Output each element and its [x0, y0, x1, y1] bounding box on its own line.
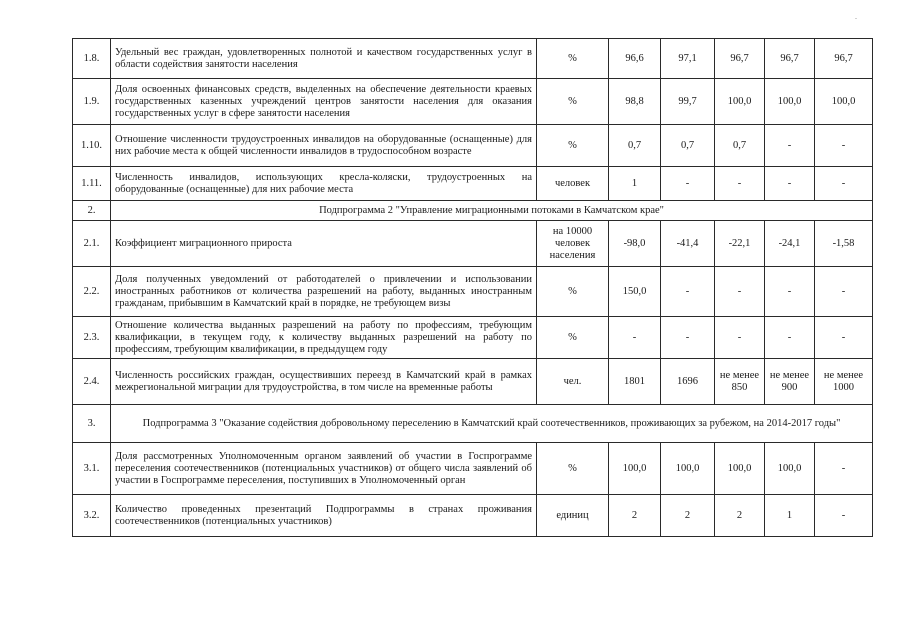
table-row	[73, 125, 873, 167]
unit-cell: на 10000 человек населения	[537, 221, 609, 267]
subprogram-title: Подпрограмма 2 "Управление миграционными потоками в Камчатском крае"	[111, 201, 873, 221]
value-cell: 100,0	[609, 443, 661, 495]
value-cell: 99,7	[661, 79, 715, 125]
value-cell: -98,0	[609, 221, 661, 267]
corner-mark: .	[855, 12, 857, 21]
indicator-description: Удельный вес граждан, удовлетворенных полнотой и качеством государственных услуг в области содействия занятости населения	[111, 39, 537, 79]
indicator-description: Количество проведенных презентаций Подпрограммы в странах проживания соотечественников (потенциальных участников)	[111, 495, 537, 537]
value-cell: -41,4	[661, 221, 715, 267]
table-row	[73, 495, 873, 537]
value-cell: 100,0	[815, 79, 873, 125]
row-number: 1.11.	[73, 167, 111, 201]
value-cell: 2	[609, 495, 661, 537]
value-cell: -	[715, 167, 765, 201]
value-cell: -	[715, 317, 765, 359]
value-cell: -	[661, 317, 715, 359]
row-number: 2.2.	[73, 267, 111, 317]
indicator-description: Отношение количества выданных разрешений на работу по профессиям, требующим квалификации, в текущем году, к количеству выданных разрешений на работу по профессиям, требующим квалификации, в предыдущем году	[111, 317, 537, 359]
unit-cell: единиц	[537, 495, 609, 537]
table-body	[73, 39, 873, 537]
unit-cell: %	[537, 79, 609, 125]
unit-cell: %	[537, 39, 609, 79]
indicator-description: Доля рассмотренных Уполномоченным органом заявлений об участии в Госпрограмме переселения соотечественников (потенциальных участников) от общего числа заявлений об участии в Госпрограмме переселения, поступивших в Уполномоченный орган	[111, 443, 537, 495]
value-cell: -	[609, 317, 661, 359]
value-cell: не менее 850	[715, 359, 765, 405]
value-cell: -	[815, 495, 873, 537]
indicator-description: Доля полученных уведомлений от работодателей о привлечении и использовании иностранных работников от количества разрешений на работу, выданных иностранным гражданам, прибывшим в Камчатский край в порядке, не требующем визы	[111, 267, 537, 317]
value-cell: 100,0	[715, 79, 765, 125]
row-number: 3.1.	[73, 443, 111, 495]
value-cell: -	[815, 443, 873, 495]
value-cell: -22,1	[715, 221, 765, 267]
row-number: 2.	[73, 201, 111, 221]
subprogram-row	[73, 201, 873, 221]
value-cell: 1	[765, 495, 815, 537]
unit-cell: %	[537, 443, 609, 495]
value-cell: -	[661, 267, 715, 317]
value-cell: -24,1	[765, 221, 815, 267]
indicators-table	[72, 38, 873, 537]
table-row	[73, 359, 873, 405]
value-cell: -	[765, 317, 815, 359]
value-cell: 0,7	[609, 125, 661, 167]
row-number: 3.2.	[73, 495, 111, 537]
value-cell: 1801	[609, 359, 661, 405]
row-number: 2.3.	[73, 317, 111, 359]
table-row	[73, 267, 873, 317]
table-row	[73, 221, 873, 267]
value-cell: -	[815, 125, 873, 167]
table-row	[73, 317, 873, 359]
value-cell: -	[815, 317, 873, 359]
row-number: 3.	[73, 405, 111, 443]
indicator-description: Численность российских граждан, осуществивших переезд в Камчатский край в рамках межрегиональной миграции для трудоустройства, в том числе на временные работы	[111, 359, 537, 405]
unit-cell: %	[537, 267, 609, 317]
table-row	[73, 443, 873, 495]
value-cell: 100,0	[661, 443, 715, 495]
value-cell: -	[765, 267, 815, 317]
value-cell: -	[765, 167, 815, 201]
indicator-description: Численность инвалидов, использующих кресла-коляски, трудоустроенных на оборудованные (оснащенные) для них рабочие места	[111, 167, 537, 201]
value-cell: 1696	[661, 359, 715, 405]
unit-cell: чел.	[537, 359, 609, 405]
value-cell: 2	[715, 495, 765, 537]
value-cell: не менее 1000	[815, 359, 873, 405]
value-cell: 100,0	[765, 443, 815, 495]
value-cell: 0,7	[661, 125, 715, 167]
table-row	[73, 79, 873, 125]
value-cell: -	[715, 267, 765, 317]
row-number: 1.9.	[73, 79, 111, 125]
value-cell: не менее 900	[765, 359, 815, 405]
value-cell: -	[765, 125, 815, 167]
row-number: 1.8.	[73, 39, 111, 79]
value-cell: -	[661, 167, 715, 201]
table-row	[73, 167, 873, 201]
value-cell: 96,7	[765, 39, 815, 79]
value-cell: 0,7	[715, 125, 765, 167]
table-row	[73, 39, 873, 79]
subprogram-title: Подпрограмма 3 "Оказание содействия добровольному переселению в Камчатский край соотечественников, проживающих за рубежом, на 2014-2017 годы"	[111, 405, 873, 443]
value-cell: 96,7	[815, 39, 873, 79]
value-cell: 100,0	[715, 443, 765, 495]
unit-cell: %	[537, 317, 609, 359]
indicator-description: Коэффициент миграционного прироста	[111, 221, 537, 267]
value-cell: -1,58	[815, 221, 873, 267]
value-cell: 1	[609, 167, 661, 201]
subprogram-row	[73, 405, 873, 443]
row-number: 2.4.	[73, 359, 111, 405]
value-cell: 2	[661, 495, 715, 537]
indicator-description: Отношение численности трудоустроенных инвалидов на оборудованные (оснащенные) для них рабочие места к общей численности инвалидов в трудоспособном возрасте	[111, 125, 537, 167]
value-cell: 150,0	[609, 267, 661, 317]
value-cell: 96,7	[715, 39, 765, 79]
value-cell: 100,0	[765, 79, 815, 125]
row-number: 2.1.	[73, 221, 111, 267]
unit-cell: человек	[537, 167, 609, 201]
value-cell: -	[815, 267, 873, 317]
value-cell: 96,6	[609, 39, 661, 79]
row-number: 1.10.	[73, 125, 111, 167]
indicator-description: Доля освоенных финансовых средств, выделенных на обеспечение деятельности краевых государственных казенных учреждений центров занятости населения для оказания государственных услуг в сфере занятости населения	[111, 79, 537, 125]
value-cell: 97,1	[661, 39, 715, 79]
unit-cell: %	[537, 125, 609, 167]
value-cell: -	[815, 167, 873, 201]
value-cell: 98,8	[609, 79, 661, 125]
